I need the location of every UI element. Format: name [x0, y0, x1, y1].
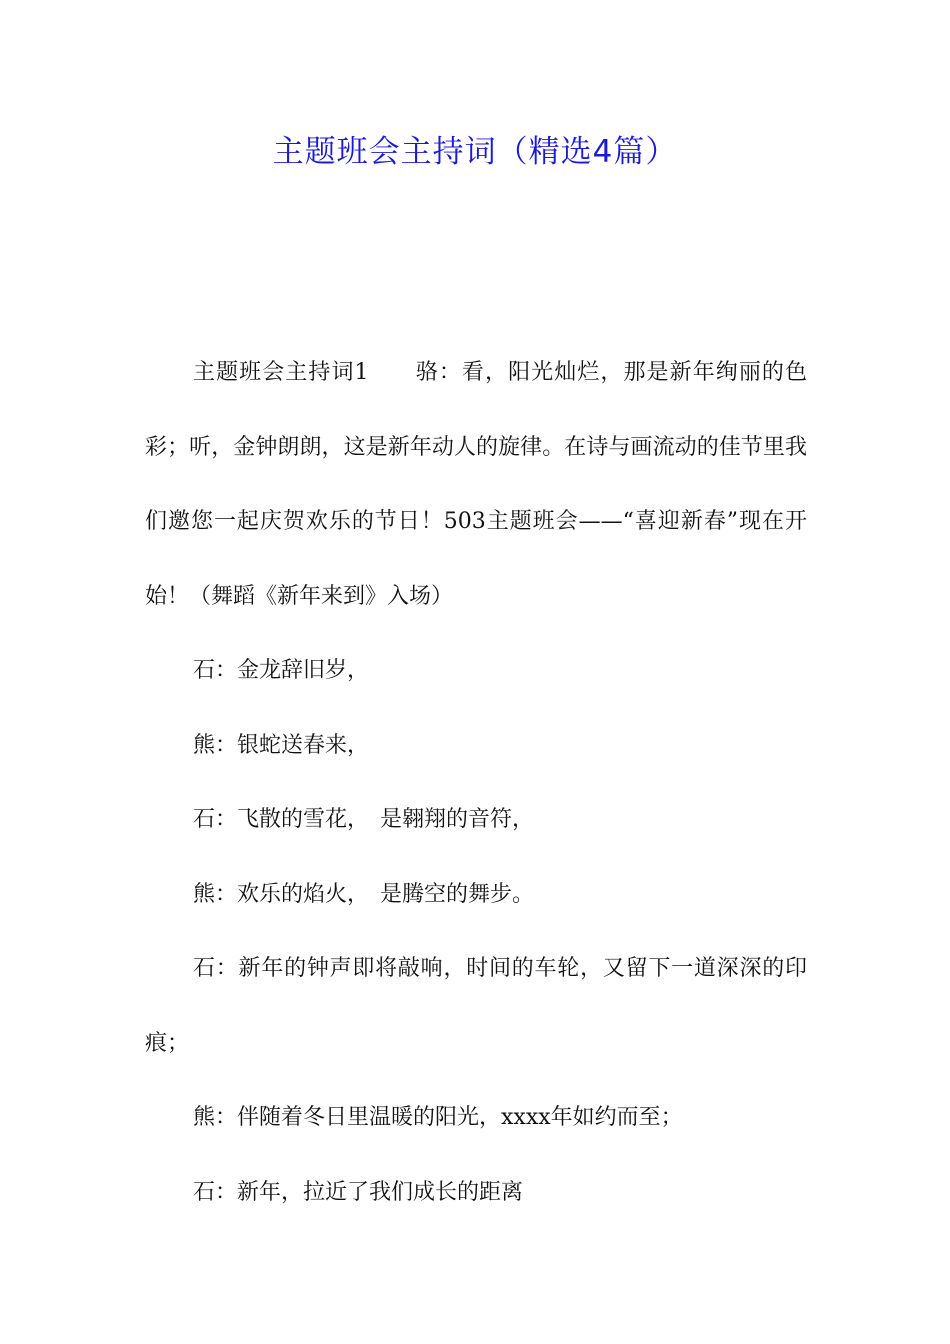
paragraph-line: 石：新年的钟声即将敲响，时间的车轮，又留下一道深深的印痕；	[145, 956, 807, 1056]
paragraph-line: 熊：欢乐的焰火， 是腾空的舞步。	[193, 881, 535, 907]
document-body	[145, 336, 807, 1230]
paragraph-line: 石：金龙辞旧岁，	[193, 658, 370, 683]
paragraph-line: 石：飞散的雪花， 是翱翔的音符，	[193, 807, 535, 832]
paragraph-line: 石：新年，拉近了我们成长的距离	[193, 1179, 524, 1205]
paragraph-line: 熊：银蛇送春来，	[193, 732, 370, 758]
paragraph-line: 熊：伴随着冬日里温暖的阳光，xxxx年如约而至；	[193, 1105, 683, 1130]
paragraph-intro: 主题班会主持词1 骆：看，阳光灿烂，那是新年绚丽的色彩；听，金钟朗朗，这是新年动人的旋律。在诗与画流动的佳节里我们邀您一起庆贺欢乐的节日！503主题班会——“喜迎新春”现在开始！（舞蹈《新年来到》入场）	[145, 360, 807, 609]
document-title: 主题班会主持词（精选4篇）	[272, 134, 678, 170]
